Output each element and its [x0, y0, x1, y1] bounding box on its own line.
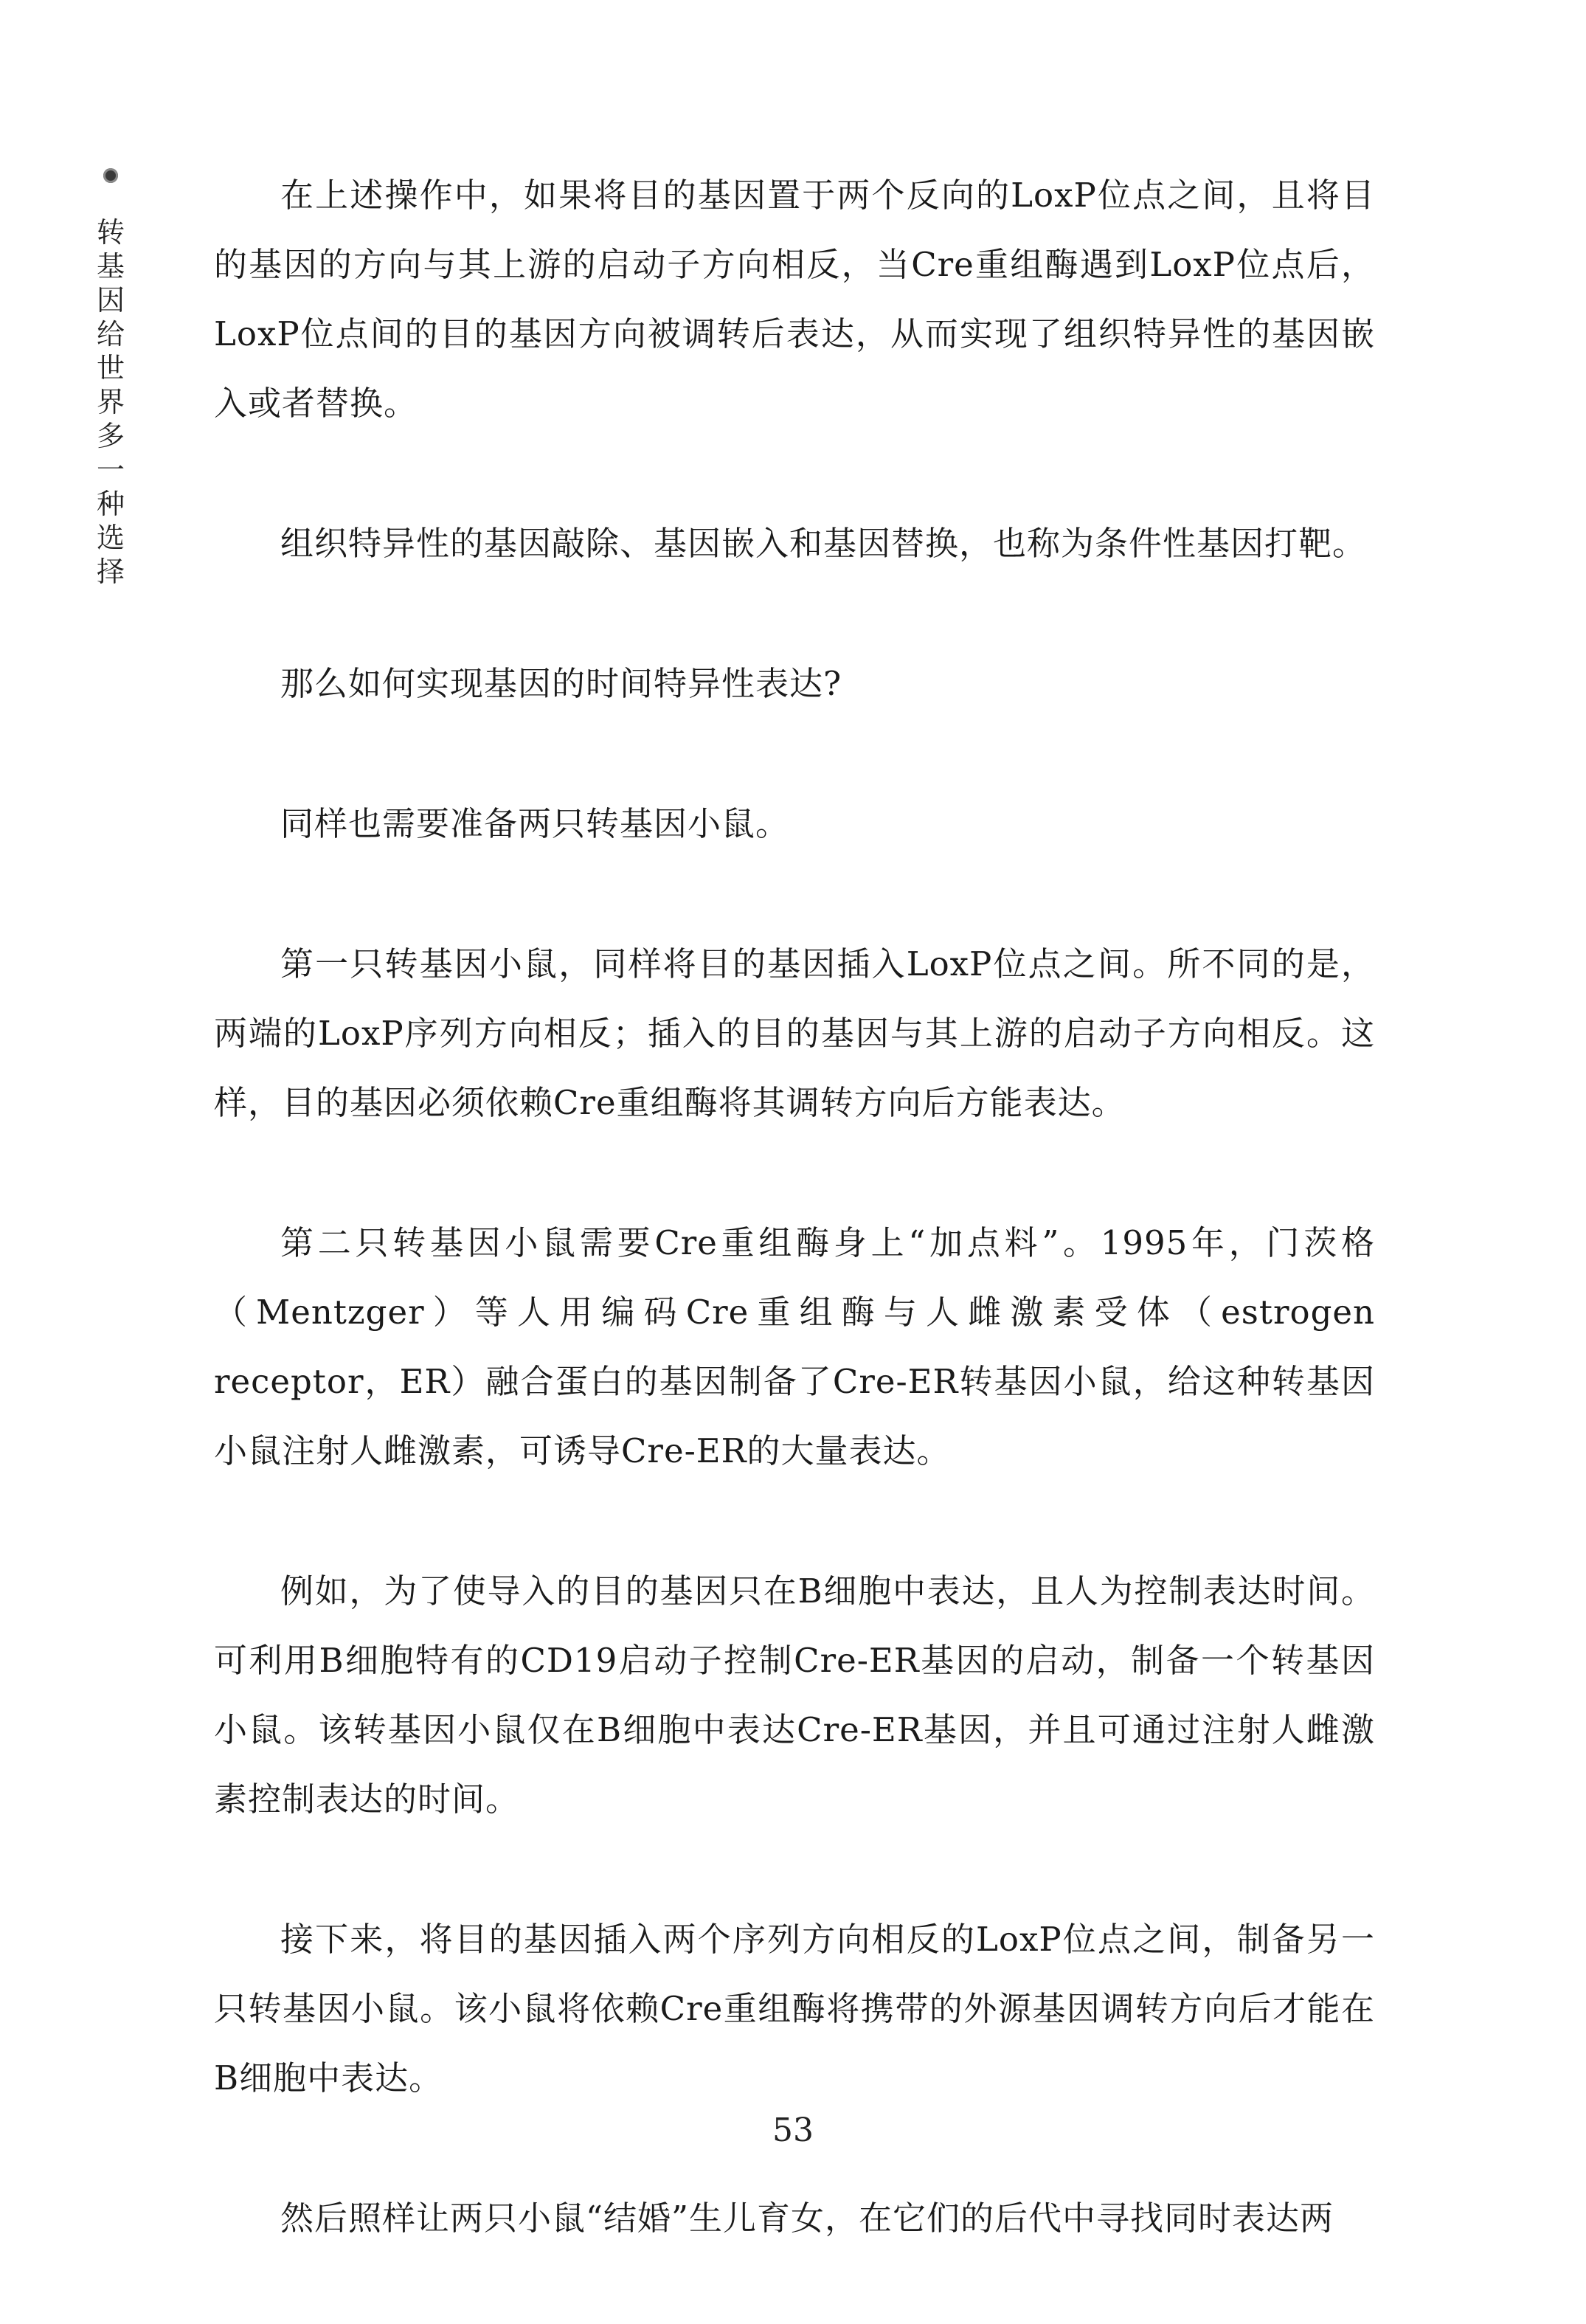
paragraph-7: 例如，为了使导入的目的基因只在B细胞中表达，且人为控制表达时间。可利用B细胞特有的CD19启动子控制Cre-ER基因的启动，制备一个转基因小鼠。该转基因小鼠仅在B细胞中表达Cre-ER基因，并且可通过注射人雌激素控制表达的时间。: [214, 1571, 1375, 1819]
paragraph-9: 然后照样让两只小鼠“结婚”生儿育女，在它们的后代中寻找同时表达两: [280, 2199, 1334, 2238]
paragraph-8: 接下来，将目的基因插入两个序列方向相反的LoxP位点之间，制备另一只转基因小鼠。该小鼠将依赖Cre重组酶将携带的外源基因调转方向后才能在B细胞中表达。: [214, 1920, 1375, 2098]
sidebar-bullet-icon: [103, 168, 118, 183]
paragraph-3: 那么如何实现基因的时间特异性表达?: [280, 664, 842, 703]
paragraph-1: 在上述操作中，如果将目的基因置于两个反向的LoxP位点之间，且将目的基因的方向与其上游的启动子方向相反，当Cre重组酶遇到LoxP位点后，LoxP位点间的目的基因方向被调转后表达，从而实现了组织特异性的基因嵌入或者替换。: [214, 176, 1375, 423]
paragraph-5: 第一只转基因小鼠，同样将目的基因插入LoxP位点之间。所不同的是，两端的LoxP序列方向相反；插入的目的基因与其上游的启动子方向相反。这样，目的基因必须依赖Cre重组酶将其调转方向后方能表达。: [214, 944, 1375, 1122]
paragraph-2: 组织特异性的基因敲除、基因嵌入和基因替换，也称为条件性基因打靶。: [280, 524, 1367, 563]
paragraph-4: 同样也需要准备两只转基因小鼠。: [280, 804, 790, 843]
main-text: [214, 161, 1375, 2324]
running-title: 转基因给世界多一种选择: [96, 216, 125, 588]
paragraph-6: 第二只转基因小鼠需要Cre重组酶身上“加点料”。1995年，门茨格（Mentzger）等人用编码Cre重组酶与人雌激素受体（estrogen receptor，ER）融合蛋白的基因制备了Cre-ER转基因小鼠，给这种转基因小鼠注射人雌激素，可诱导Cre-ER的大量表达。: [214, 1223, 1375, 1470]
page-number: 53: [772, 2112, 814, 2149]
